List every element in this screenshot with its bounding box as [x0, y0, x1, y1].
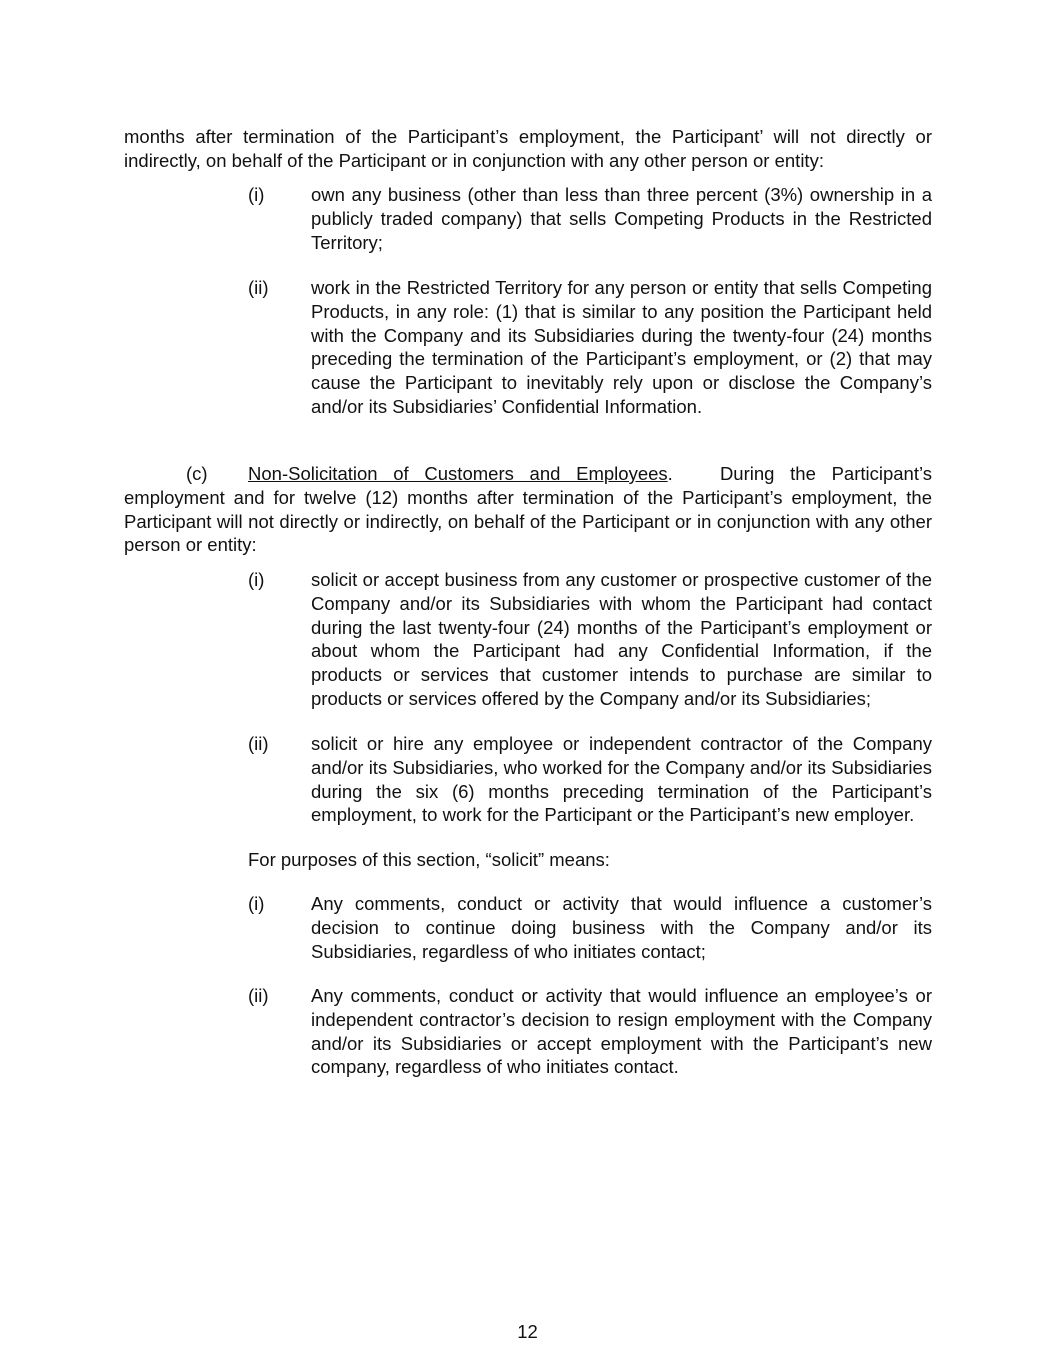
section-c-body: During the Participant’s employment and for twelve (12) months after termination of the Participant’s employment, the Participant will not directly or indirectly, on behalf of the Participant or in conjunction with any other person or entity: [124, 463, 933, 556]
solicitation-item-i [248, 568, 932, 711]
restriction-item-text: work in the Restricted Territory for any person or entity that sells Competing Products, in any role: (1) that is similar to any position the Participant held with the Company and its Subsidiaries during the twenty-four (24) months preceding the termination of the Participant’s employment, or (2) that may cause the Participant to inevitably rely upon or disclose the Company’s and/or its Subsidiaries’ Confidential Information. [311, 277, 932, 417]
solicitation-item-ii [248, 732, 932, 827]
section-c-label: (c) [186, 463, 208, 484]
page-number: 12 [517, 1321, 538, 1342]
solicitation-item-number: (i) [248, 569, 265, 590]
solicitation-item-text: solicit or accept business from any customer or prospective customer of the Company and/or its Subsidiaries with whom the Participant had contact during the last twenty-four (24) months of the Participant’s employment or about whom the Participant had any Confidential Information, if the products or services that customer intends to purchase are similar to products or services offered by the Company and/or its Subsidiaries; [311, 569, 932, 709]
restriction-item-number: (ii) [248, 277, 269, 298]
section-c-heading: Non-Solicitation of Customers and Employees [248, 463, 668, 484]
definition-item-number: (i) [248, 893, 265, 914]
restriction-item-ii [248, 276, 932, 419]
definition-item-i [248, 892, 932, 963]
solicitation-item-number: (ii) [248, 733, 269, 754]
intro-paragraph: months after termination of the Participant’s employment, the Participant’ will not directly or indirectly, on behalf of the Participant or in conjunction with any other person or entity: [124, 126, 932, 171]
definition-item-ii [248, 984, 932, 1079]
restriction-item-i [248, 183, 932, 254]
section-c-heading-period: . [667, 463, 673, 484]
restriction-item-number: (i) [248, 184, 265, 205]
solicitation-item-text: solicit or hire any employee or independent contractor of the Company and/or its Subsidiaries, who worked for the Company and/or its Subsidiaries during the six (6) months preceding termination of the Participant’s employment, to work for the Participant or the Participant’s new employer. [311, 733, 932, 826]
definition-item-text: Any comments, conduct or activity that would influence an employee’s or independent contractor’s decision to resign employment with the Company and/or its Subsidiaries or accept employment with the Participant’s new company, regardless of who initiates contact. [311, 985, 932, 1078]
definition-item-number: (ii) [248, 985, 269, 1006]
definition-intro: For purposes of this section, “solicit” means: [248, 849, 610, 870]
restriction-item-text: own any business (other than less than three percent (3%) ownership in a publicly traded company) that sells Competing Products in the Restricted Territory; [311, 184, 932, 253]
section-c-paragraph [124, 462, 932, 557]
definition-item-text: Any comments, conduct or activity that would influence a customer’s decision to continue doing business with the Company and/or its Subsidiaries, regardless of who initiates contact; [311, 893, 932, 962]
